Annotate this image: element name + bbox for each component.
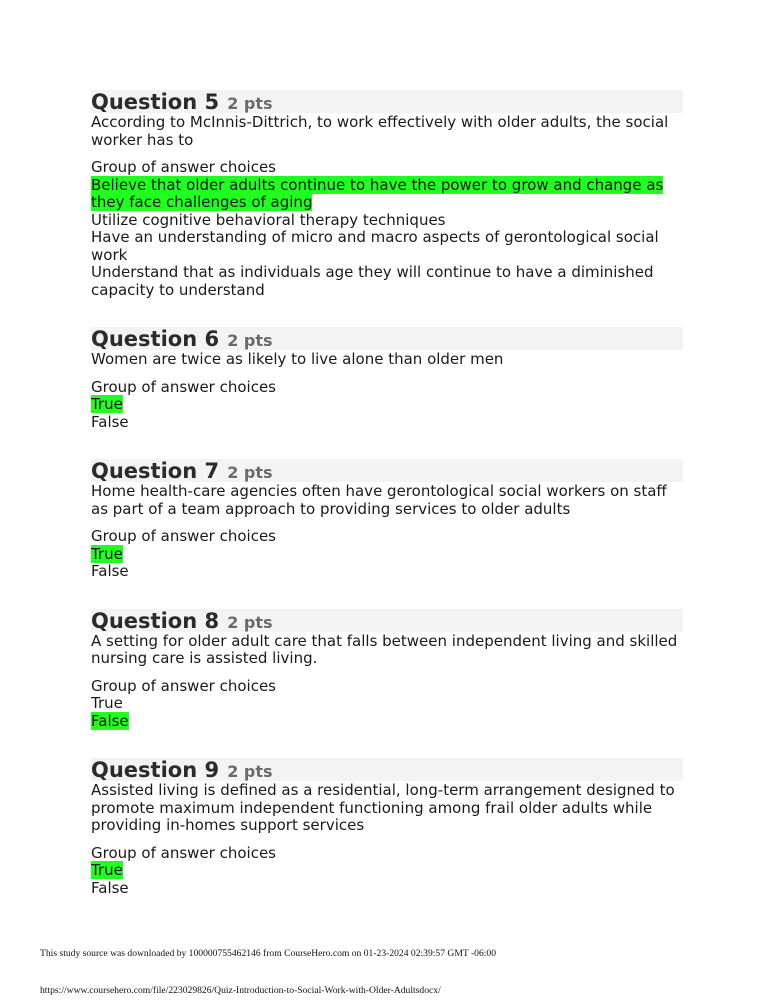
question-title: Question 8: [91, 608, 220, 632]
question-points: 2 pts: [227, 331, 273, 350]
answer-choice: [91, 177, 683, 212]
answer-choice: [91, 396, 683, 414]
answer-text: True: [91, 544, 123, 563]
question-points: 2 pts: [227, 612, 273, 632]
answer-list: [91, 695, 683, 730]
question-title: Question 7: [91, 459, 220, 482]
answer-choice: [91, 880, 683, 898]
answer-list: [91, 177, 683, 300]
question-block: [91, 609, 683, 731]
question-text: Home health-care agencies often have gerontological social workers on staff as part of a team approach to providing services to older adults: [91, 482, 667, 518]
answer-choice: [91, 713, 683, 731]
question-text: Women are twice as likely to live alone than older men: [91, 350, 504, 368]
answer-group-label: Group of answer choices: [91, 377, 276, 396]
question-header: [91, 90, 683, 113]
answer-text: False: [91, 412, 129, 431]
question-header: [91, 327, 683, 350]
question-text: According to McInnis-Dittrich, to work effectively with older adults, the social worker has to: [91, 113, 669, 149]
question-block: [91, 459, 683, 581]
answer-choice: [91, 212, 683, 230]
question-title: Question 9: [91, 758, 220, 781]
answer-group-label: Group of answer choices: [91, 527, 276, 545]
answer-choice: [91, 546, 683, 564]
answer-text: True: [91, 395, 123, 413]
answer-text: Utilize cognitive behavioral therapy techniques: [91, 210, 446, 229]
download-source-note: This study source was downloaded by 100000755462146 from CourseHero.com on 01-23-2024 02:39:57 GMT -06:00: [40, 948, 497, 959]
answer-group-label: Group of answer choices: [91, 676, 276, 695]
question-block: [91, 327, 683, 431]
answer-choice: [91, 695, 683, 713]
answer-text: Understand that as individuals age they will continue to have a diminished capacity to understand: [91, 263, 654, 299]
question-points: 2 pts: [227, 94, 273, 113]
answer-group-label: Group of answer choices: [91, 158, 276, 176]
answer-list: [91, 862, 683, 897]
answer-choice: [91, 264, 683, 299]
answer-text: True: [91, 861, 123, 879]
question-text: A setting for older adult care that falls between independent living and skilled nursing care is assisted living.: [91, 631, 678, 667]
quiz-content: [91, 90, 683, 925]
answer-text: False: [91, 878, 129, 897]
answer-choice: [91, 229, 683, 264]
question-title: Question 6: [91, 327, 220, 350]
question-block: [91, 758, 683, 897]
question-points: 2 pts: [227, 463, 273, 482]
answer-list: [91, 546, 683, 581]
question-header: [91, 459, 683, 482]
answer-choice: [91, 414, 683, 432]
question-block: [91, 90, 683, 299]
answer-text: Have an understanding of micro and macro aspects of gerontological social work: [91, 228, 659, 264]
question-header: [91, 609, 683, 632]
question-header: [91, 758, 683, 781]
question-title: Question 5: [91, 90, 220, 113]
answer-text: False: [91, 711, 129, 730]
question-text: Assisted living is defined as a residential, long-term arrangement designed to promote maximum independent functioning among frail older adults while providing in-homes support services: [91, 781, 675, 834]
answer-choice: [91, 862, 683, 880]
answer-group-label: Group of answer choices: [91, 843, 276, 862]
answer-choice: [91, 563, 683, 581]
answer-text: Believe that older adults continue to have the power to grow and change as they face challenges of aging: [91, 175, 664, 211]
answer-list: [91, 396, 683, 431]
answer-text: False: [91, 562, 129, 580]
answer-text: True: [91, 694, 123, 712]
question-points: 2 pts: [227, 762, 273, 781]
source-url-link[interactable]: https://www.coursehero.com/file/223029826/Quiz-Introduction-to-Social-Work-with-Older-Adultsdocx/: [40, 985, 441, 996]
